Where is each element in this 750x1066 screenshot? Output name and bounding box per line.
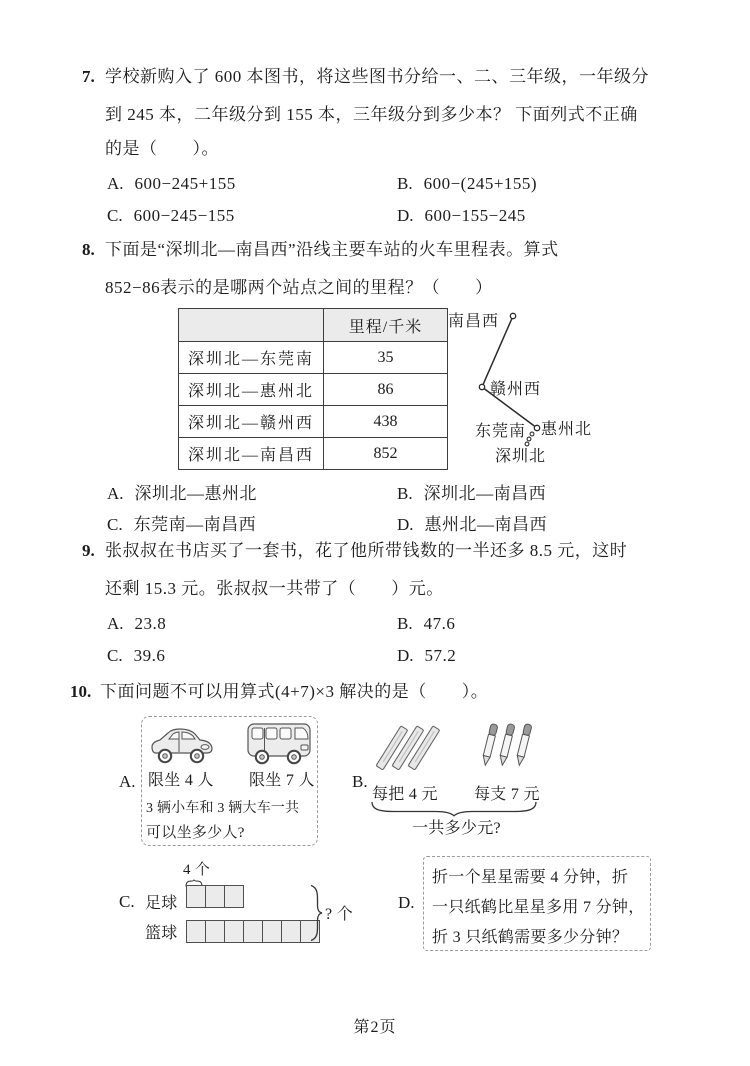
table-cell-route: 深圳北—惠州北: [179, 374, 324, 406]
option-label: A.: [107, 484, 124, 503]
option-label: C.: [107, 206, 123, 225]
q10-option-a-box: [141, 716, 318, 846]
q10-option-d-box: [423, 856, 651, 951]
pen-price-caption: 每支 7 元: [474, 786, 540, 803]
option-label: C.: [107, 646, 123, 665]
option-text: 600−(245+155): [423, 174, 538, 193]
option-label: A.: [107, 614, 124, 633]
q10-option-c-group: [119, 856, 359, 951]
table-cell-empty: [179, 309, 324, 342]
ruler-icons: [372, 718, 442, 770]
q10-c-top-label: 4 个: [183, 862, 211, 878]
station-dot: [525, 442, 529, 446]
table-row: [179, 438, 448, 470]
q8-number: 8.: [82, 240, 95, 259]
q8-line1: 下面是“深圳北—南昌西”沿线主要车站的火车里程表。算式: [105, 240, 559, 259]
q10-c-right-label: ? 个: [325, 906, 354, 923]
q10-option-b-label: B.: [352, 772, 368, 791]
q10-number: 10.: [70, 682, 92, 701]
q7-line3: 的是（ ）。: [105, 139, 219, 158]
unit-box: [205, 885, 225, 908]
station-label-nanchangxi: 南昌西: [448, 313, 500, 330]
option-text: 深圳北—南昌西: [423, 484, 547, 503]
q8-option-d: [397, 510, 547, 535]
q7-line1: 学校新购入了 600 本图书，将这些图书分给一、二、三年级，一年级分: [105, 67, 649, 86]
route-map-diagram: [435, 302, 635, 472]
mileage-table: [178, 308, 448, 470]
station-dot: [530, 432, 534, 436]
option-text: 47.6: [423, 614, 456, 633]
option-text: 惠州北—南昌西: [424, 515, 548, 534]
q7-line2: 到 245 本，二年级分到 155 本，三年级分到多少本？ 下面列式不正确: [105, 105, 638, 124]
q9-option-c: [107, 646, 165, 666]
table-header-row: [179, 309, 448, 342]
table-cell-route: 深圳北—赣州西: [179, 406, 324, 438]
q10-d-line1: 折一个星星需要 4 分钟，折: [432, 869, 629, 886]
option-text: 深圳北—惠州北: [134, 484, 258, 503]
option-label: B.: [397, 484, 413, 503]
car-icon: [149, 725, 216, 765]
ruler-price-caption: 每把 4 元: [372, 786, 438, 803]
unit-box: [186, 920, 206, 943]
option-text: 39.6: [133, 646, 166, 665]
q10-a-text1: 3 辆小车和 3 辆大车一共: [146, 801, 300, 816]
q8-line2: 852−86表示的是哪两个站点之间的里程？（ ）: [105, 278, 493, 297]
q9-number: 9.: [82, 541, 95, 560]
option-text: 东莞南—南昌西: [133, 515, 257, 534]
table-cell-km: 852: [324, 438, 448, 470]
q9-option-b: [397, 614, 455, 634]
q10-d-line3: 折 3 只纸鹤需要多少分钟？: [432, 929, 629, 946]
option-text: 600−245+155: [134, 174, 236, 193]
van-icon: [246, 721, 312, 765]
q8-option-b: [397, 479, 546, 504]
q7-option-c: [107, 206, 235, 226]
station-label-dongguannan: 东莞南: [475, 423, 527, 440]
option-label: B.: [397, 614, 413, 633]
unit-box: [205, 920, 225, 943]
option-text: 23.8: [134, 614, 167, 633]
q9-line2: 还剩 15.3 元。张叔叔一共带了（ ）元。: [105, 579, 444, 598]
pen-icons: [472, 720, 534, 770]
option-label: C.: [107, 515, 123, 534]
q10-c-row1-label: 足球: [145, 895, 178, 912]
table-cell-route: 深圳北—南昌西: [179, 438, 324, 470]
q10-c-row2-label: 篮球: [145, 925, 178, 942]
q10-line1: 下面问题不可以用算式(4+7)×3 解决的是（ ）。: [100, 682, 489, 701]
station-label-huizhoubei: 惠州北: [541, 421, 593, 438]
option-text: 600−155−245: [424, 206, 526, 225]
van-capacity-caption: 限坐 7 人: [249, 772, 315, 789]
right-brace-icon: [309, 884, 323, 942]
table-cell-km: 35: [324, 342, 448, 374]
station-label-shenzhenbei: 深圳北: [495, 448, 547, 465]
option-label: B.: [397, 174, 413, 193]
option-label: A.: [107, 174, 124, 193]
q7-number: 7.: [82, 67, 95, 86]
q7-option-b: [397, 174, 537, 194]
q8-option-c: [107, 510, 256, 535]
q10-c-row1-bars: [186, 885, 244, 908]
car-capacity-caption: 限坐 4 人: [148, 772, 214, 789]
table-cell-km: 438: [324, 406, 448, 438]
unit-box: [243, 920, 263, 943]
table-row: [179, 374, 448, 406]
station-dot: [534, 425, 539, 430]
station-dot: [479, 384, 484, 389]
q7-option-d: [397, 206, 526, 226]
q10-d-line2: 一只纸鹤比星星多用 7 分钟，: [432, 899, 645, 916]
unit-box: [186, 885, 206, 908]
unit-box: [281, 920, 301, 943]
station-dot: [527, 437, 531, 441]
table-cell-km: 86: [324, 374, 448, 406]
q10-c-row2-bars: [186, 920, 320, 943]
q10-option-c-label: C.: [119, 892, 135, 911]
q8-option-a: [107, 479, 257, 504]
table-row: [179, 342, 448, 374]
table-row: [179, 406, 448, 438]
q9-option-d: [397, 646, 456, 666]
q10-option-a-label: A.: [119, 772, 136, 791]
option-label: D.: [397, 646, 414, 665]
q7-option-a: [107, 174, 236, 194]
unit-box: [224, 885, 244, 908]
option-label: D.: [397, 206, 414, 225]
q9-option-a: [107, 614, 166, 634]
q10-option-b-group: [370, 718, 542, 837]
table-cell-header: 里程/千米: [324, 309, 448, 342]
option-label: D.: [397, 515, 414, 534]
unit-box: [224, 920, 244, 943]
page-number: 第2页: [353, 1019, 397, 1036]
unit-box: [262, 920, 282, 943]
q9-line1: 张叔叔在书店买了一套书，花了他所带钱数的一半还多 8.5 元，这时: [105, 541, 628, 560]
option-text: 57.2: [424, 646, 457, 665]
q10-b-question: 一共多少元?: [412, 820, 501, 837]
station-label-ganzhouxi: 赣州西: [490, 381, 542, 398]
station-dot: [510, 313, 515, 318]
q10-option-d-label: D.: [398, 893, 415, 912]
q10-a-text2: 可以坐多少人?: [146, 825, 245, 841]
option-text: 600−245−155: [133, 206, 235, 225]
table-cell-route: 深圳北—东莞南: [179, 342, 324, 374]
